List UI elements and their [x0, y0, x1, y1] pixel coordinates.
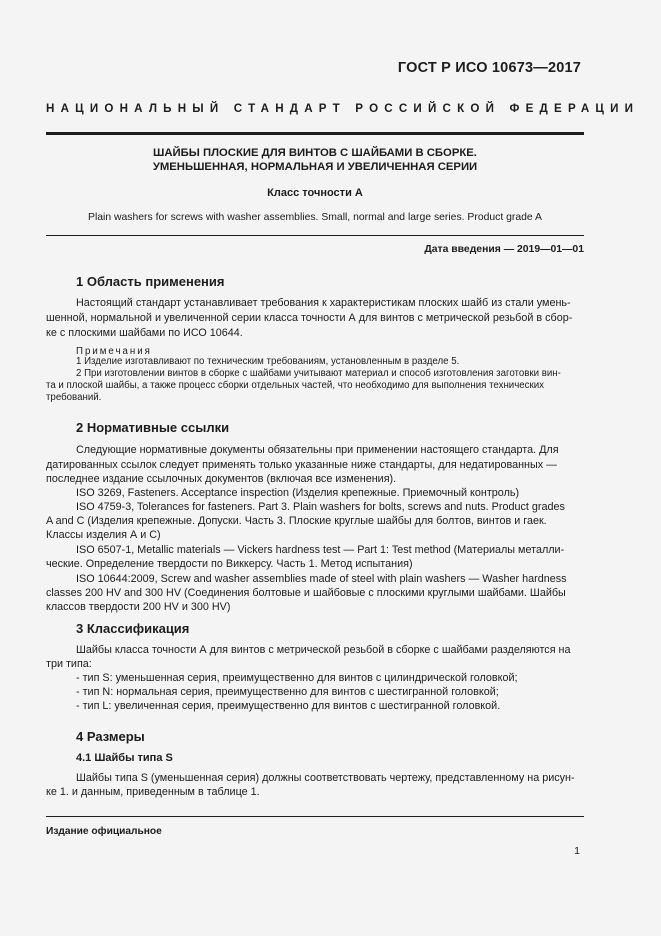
section-1-heading: 1 Область применения — [76, 274, 225, 289]
reference-item: ISO 6507-1, Metallic materials — Vickers hardness test — Part 1: Test method (Материалы металли- — [76, 544, 565, 556]
reference-item: ISO 10644:2009, Screw and washer assemblies made of steel with plain washers — Washer hardness — [76, 573, 567, 585]
section-2-text: датированных ссылок следует применять только указанные ниже стандарты, для недатированных — — [46, 459, 557, 471]
footer-rule — [46, 816, 584, 817]
english-title: Plain washers for screws with washer assemblies. Small, normal and large series. Product grade A — [88, 212, 542, 223]
title-line-2: УМЕНЬШЕННАЯ, НОРМАЛЬНАЯ И УВЕЛИЧЕННАЯ СЕРИИ — [152, 161, 478, 173]
introduction-date: Дата введения — 2019—01—01 — [424, 244, 584, 255]
section-3-text: Шайбы класса точности А для винтов с метрической резьбой в сборке с шайбами разделяются на — [76, 644, 571, 656]
document-code: ГОСТ Р ИСО 10673—2017 — [397, 60, 581, 76]
reference-item: классов твердости 200 HV и 300 HV) — [46, 601, 231, 613]
note-item: 2 При изготовлении винтов в сборке с шайбами учитывают материал и способ изготовления заготовки вин- — [76, 368, 561, 379]
header-rule — [46, 132, 584, 135]
section-4-heading: 4 Размеры — [76, 729, 145, 744]
official-edition-label: Издание официальное — [46, 826, 162, 837]
reference-item: Классы изделия А и С) — [46, 529, 161, 541]
subsection-4-1-heading: 4.1 Шайбы типа S — [76, 752, 173, 764]
reference-item: ISO 3269, Fasteners. Acceptance inspection (Изделия крепежные. Приемочный контроль) — [76, 487, 520, 499]
section-1-text: шенной, нормальной и увеличенной серии класса точности А для винтов с метрической резьбой в сбор- — [46, 312, 573, 324]
note-item: 1 Изделие изготавливают по техническим требованиям, установленным в разделе 5. — [76, 356, 460, 367]
national-standard-banner: НАЦИОНАЛЬНЫЙ СТАНДАРТ РОССИЙСКОЙ ФЕДЕРАЦИИ — [46, 102, 640, 115]
section-2-text: Следующие нормативные документы обязательны при применении настоящего стандарта. Для — [76, 444, 559, 456]
section-4-text: Шайбы типа S (уменьшенная серия) должны соответствовать чертежу, представленному на рисун- — [76, 772, 575, 784]
note-item: та и плоской шайбы, а также процесс сборки отдельных частей, что необходимо для выполнения технических — [46, 380, 544, 391]
notes-heading: Примечания — [76, 346, 152, 357]
list-item: - тип L: увеличенная серия, преимущественно для винтов с шестигранной головкой. — [76, 700, 501, 712]
reference-item: classes 200 HV and 300 HV (Соединения болтовые и шайбовые с плоскими круглыми шайбами. Шайбы — [46, 587, 566, 599]
section-2-text: последнее издание ссылочных документов (включая все изменения). — [46, 473, 397, 485]
note-item: требований. — [46, 392, 102, 403]
section-2-heading: 2 Нормативные ссылки — [76, 420, 230, 435]
list-item: - тип N: нормальная серия, преимущественно для винтов с шестигранной головкой; — [76, 686, 499, 698]
page-number: 1 — [574, 845, 580, 857]
reference-item: ческие. Определение твердости по Виккерсу. Часть 1. Метод испытания) — [46, 558, 413, 570]
reference-item: A and C (Изделия крепежные. Допуски. Часть 3. Плоские круглые шайбы для болтов, винтов и гаек. — [46, 515, 547, 527]
list-item: - тип S: уменьшенная серия, преимущественно для винтов с цилиндрической головкой; — [76, 672, 518, 684]
section-1-text: ке с плоскими шайбами по ИСО 10644. — [46, 327, 243, 339]
title-line-1: ШАЙБЫ ПЛОСКИЕ ДЛЯ ВИНТОВ С ШАЙБАМИ В СБОРКЕ. — [153, 147, 477, 159]
title-rule — [46, 235, 584, 236]
product-grade-title: Класс точности А — [267, 187, 363, 199]
section-3-text: три типа: — [46, 658, 92, 670]
reference-item: ISO 4759-3, Tolerances for fasteners. Part 3. Plain washers for bolts, screws and nuts. Product grades — [76, 501, 565, 513]
section-1-text: Настоящий стандарт устанавливает требования к характеристикам плоских шайб из стали умень- — [76, 297, 571, 309]
section-3-heading: 3 Классификация — [76, 621, 190, 636]
section-4-text: ке 1. и данным, приведенным в таблице 1. — [46, 786, 260, 798]
